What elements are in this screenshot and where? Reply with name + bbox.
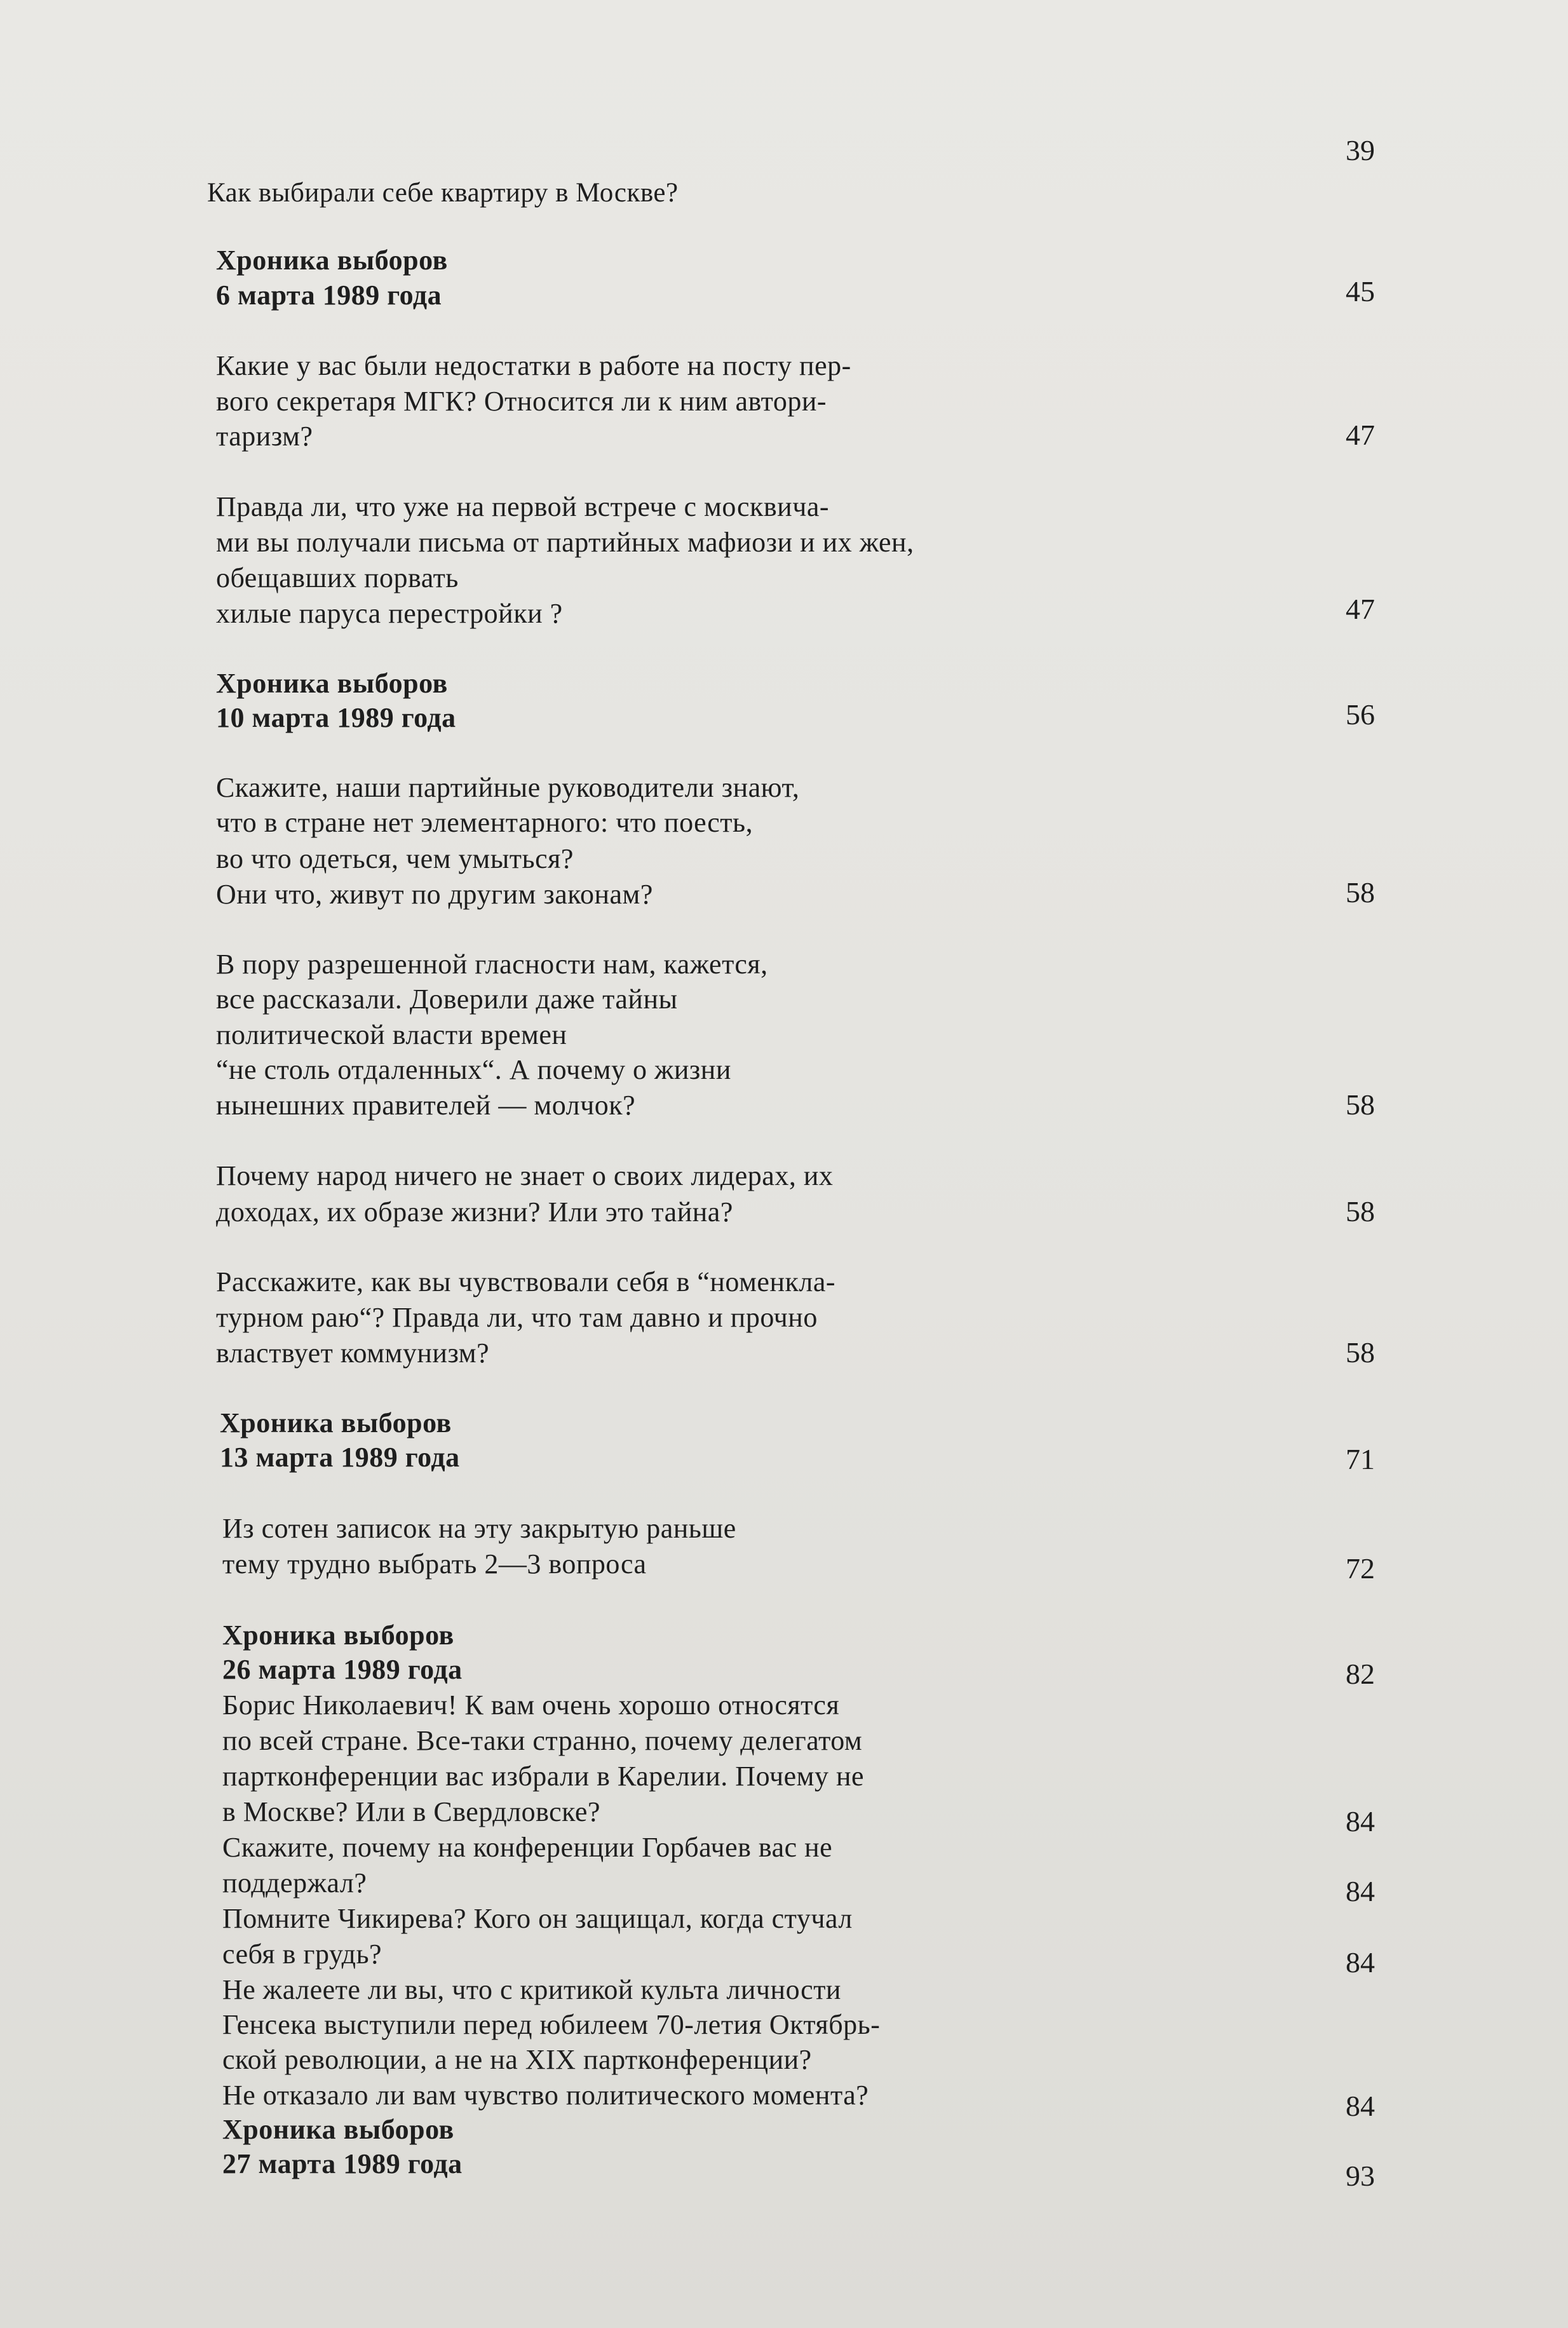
page-number: 93 xyxy=(1346,2160,1375,2192)
entry-title: по всей стране. Все-таки странно, почему делегатом xyxy=(222,1725,863,1756)
page-number: 82 xyxy=(1346,1658,1375,1690)
chronicle-date: 27 марта 1989 года xyxy=(222,2148,463,2179)
entry-title: политической власти времен xyxy=(216,1019,567,1050)
page-number: 56 xyxy=(1346,698,1375,731)
entry-title: партконференции вас избрали в Карелии. Почему не xyxy=(222,1761,865,1792)
entry-title: Скажите, наши партийные руководители знают, xyxy=(216,772,800,803)
entry-title: таризм? xyxy=(216,421,313,452)
entry-title: поддержал? xyxy=(222,1867,367,1898)
page-number: 58 xyxy=(1346,1336,1375,1369)
chronicle-heading: Хроника выборов xyxy=(222,1620,454,1651)
entry-title: Как выбирали себе квартиру в Москве? xyxy=(207,178,679,208)
entry-title: Почему народ ничего не знает о своих лидерах, их xyxy=(216,1160,834,1191)
chronicle-heading: Хроника выборов xyxy=(222,2114,454,2145)
entry-title: все рассказали. Доверили даже тайны xyxy=(216,984,678,1015)
entry-title: Правда ли, что уже на первой встрече с москвича- xyxy=(216,491,830,522)
entry-title: ми вы получали письма от партийных мафиози и их жен, xyxy=(216,527,914,558)
page-number: 84 xyxy=(1346,2090,1375,2122)
entry-title: ской революции, а не на XIX партконференции? xyxy=(222,2044,812,2075)
page-number: 84 xyxy=(1346,1946,1375,1979)
page-number: 47 xyxy=(1346,419,1375,451)
entry-title: себя в грудь? xyxy=(222,1939,382,1970)
entry-title: что в стране нет элементарного: что поесть, xyxy=(216,807,754,838)
chronicle-date: 6 марта 1989 года xyxy=(216,280,442,311)
page-number: 84 xyxy=(1346,1875,1375,1907)
entry-title: Не отказало ли вам чувство политического момента? xyxy=(222,2080,869,2111)
page-number: 84 xyxy=(1346,1805,1375,1837)
entry-title: Расскажите, как вы чувствовали себя в “номенкла- xyxy=(216,1266,836,1297)
entry-title: Не жалеете ли вы, что с критикой культа личности xyxy=(222,1974,841,2005)
entry-title: во что одеться, чем умыться? xyxy=(216,843,574,874)
entry-title: Из сотен записок на эту закрытую раньше xyxy=(222,1513,736,1544)
entry-title: Скажите, почему на конференции Горбачев вас не xyxy=(222,1832,833,1863)
chronicle-heading: Хроника выборов xyxy=(216,668,448,699)
chronicle-date: 10 марта 1989 года xyxy=(216,702,456,733)
entry-title: В пору разрешенной гласности нам, кажется, xyxy=(216,949,768,980)
entry-title: вого секретаря МГК? Относится ли к ним автори- xyxy=(216,386,827,417)
entry-title: нынешних правителей — молчок? xyxy=(216,1090,636,1121)
chronicle-date: 26 марта 1989 года xyxy=(222,1654,463,1685)
page-number: 72 xyxy=(1346,1552,1375,1585)
entry-title: Генсека выступили перед юбилеем 70-летия Октябрь- xyxy=(222,2009,881,2040)
entry-title: Они что, живут по другим законам? xyxy=(216,879,653,910)
page-number: 45 xyxy=(1346,275,1375,308)
entry-title: властвует коммунизм? xyxy=(216,1337,490,1369)
page-number: 39 xyxy=(1346,134,1375,166)
entry-title: обещавших порвать xyxy=(216,562,459,593)
entry-title: хилые паруса перестройки ? xyxy=(216,598,563,629)
chronicle-heading: Хроника выборов xyxy=(220,1407,452,1438)
entry-title: доходах, их образе жизни? Или это тайна? xyxy=(216,1196,733,1228)
entry-title: в Москве? Или в Свердловске? xyxy=(222,1796,600,1827)
page-number: 58 xyxy=(1346,1195,1375,1228)
page-number: 71 xyxy=(1346,1443,1375,1475)
entry-title: тему трудно выбрать 2—3 вопроса xyxy=(222,1548,647,1580)
entry-title: “не столь отдаленных“. А почему о жизни xyxy=(216,1054,731,1085)
chronicle-date: 13 марта 1989 года xyxy=(220,1442,460,1473)
page-number: 58 xyxy=(1346,1088,1375,1121)
entry-title: Помните Чикирева? Кого он защищал, когда стучал xyxy=(222,1903,853,1934)
page-number: 58 xyxy=(1346,876,1375,909)
entry-title: Борис Николаевич! К вам очень хорошо относятся xyxy=(222,1689,840,1721)
entry-title: турном раю“? Правда ли, что там давно и прочно xyxy=(216,1302,818,1333)
entry-title: Какие у вас были недостатки в работе на посту пер- xyxy=(216,350,851,381)
chronicle-heading: Хроника выборов xyxy=(216,245,448,276)
page-number: 47 xyxy=(1346,593,1375,625)
